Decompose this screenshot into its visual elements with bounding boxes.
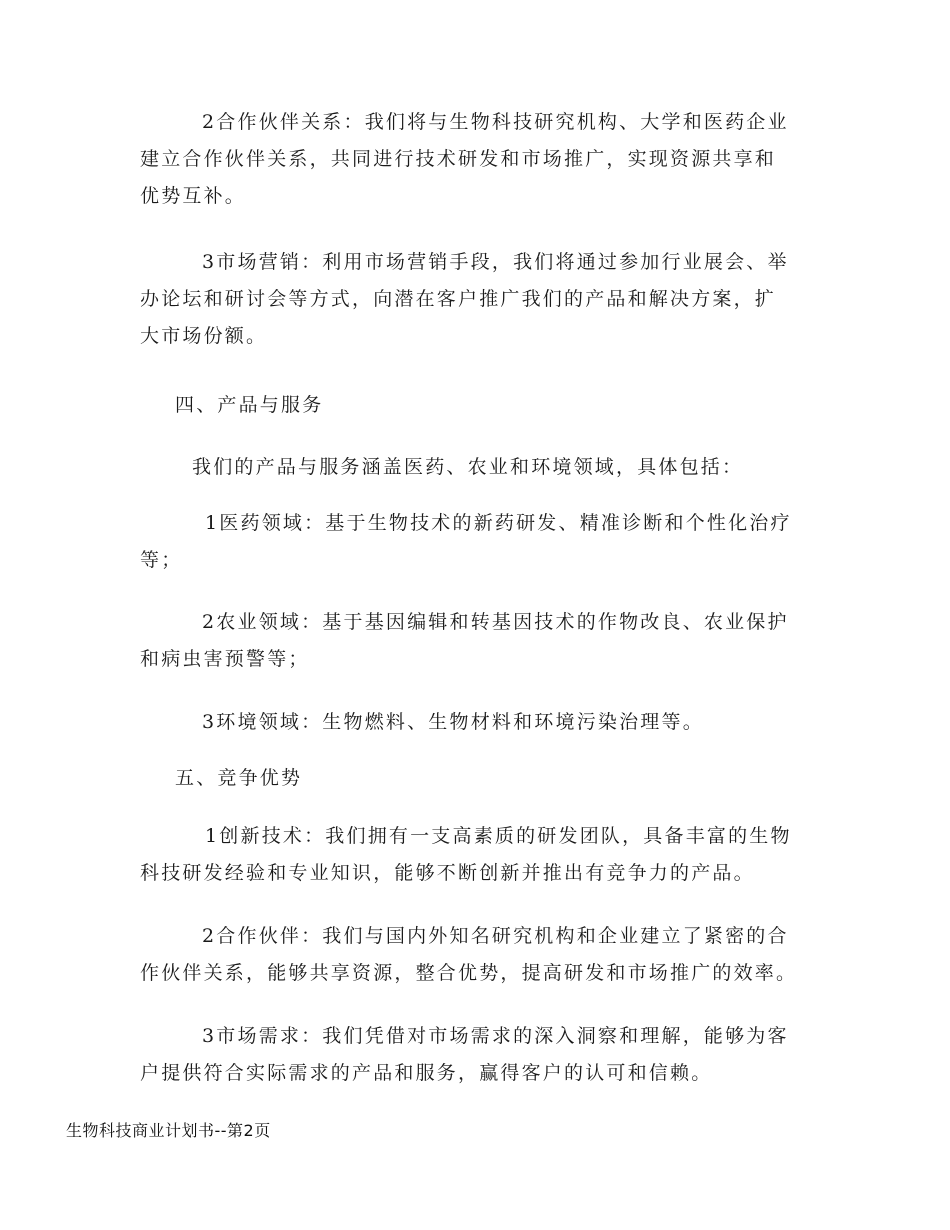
text-line: 作伙伴关系，能够共享资源，整合优势，提高研发和市场推广的效率。 bbox=[140, 962, 798, 984]
paragraph-partners bbox=[140, 918, 800, 992]
paragraph-products-intro bbox=[140, 449, 800, 486]
text-line: 1医药领域：基于生物技术的新药研发、精准诊断和个性化治疗 bbox=[205, 512, 792, 534]
text-line: 2农业领域：基于基因编辑和转基因技术的作物改良、农业保护 bbox=[202, 611, 789, 633]
paragraph-marketing bbox=[140, 244, 800, 355]
paragraph-innovation bbox=[140, 818, 800, 892]
text-line: 2合作伙伴：我们与国内外知名研究机构和企业建立了紧密的合 bbox=[202, 925, 789, 947]
section-heading-advantages bbox=[140, 760, 800, 797]
paragraph-environment bbox=[140, 704, 800, 741]
text-line: 办论坛和研讨会等方式，向潜在客户推广我们的产品和解决方案，扩 bbox=[140, 288, 777, 310]
text-line: 3市场营销：利用市场营销手段，我们将通过参加行业展会、举 bbox=[202, 251, 789, 273]
text-line: 优势互补。 bbox=[140, 185, 247, 207]
text-line: 等； bbox=[140, 549, 183, 571]
text-line: 3环境领域：生物燃料、生物材料和环境污染治理等。 bbox=[202, 711, 704, 733]
text-line: 建立合作伙伴关系，共同进行技术研发和市场推广，实现资源共享和 bbox=[140, 148, 777, 170]
text-line: 我们的产品与服务涵盖医药、农业和环境领域，具体包括： bbox=[192, 456, 744, 478]
text-line: 和病虫害预警等； bbox=[140, 648, 310, 670]
section-heading-products bbox=[140, 387, 800, 424]
text-line: 3市场需求：我们凭借对市场需求的深入洞察和理解，能够为客 bbox=[202, 1025, 789, 1047]
paragraph-medicine bbox=[140, 505, 800, 579]
text-line: 2合作伙伴关系：我们将与生物科技研究机构、大学和医药企业 bbox=[202, 111, 789, 133]
paragraph-market-demand bbox=[140, 1018, 800, 1092]
text-line: 科技研发经验和专业知识，能够不断创新并推出有竞争力的产品。 bbox=[140, 862, 755, 884]
text-line: 大市场份额。 bbox=[140, 325, 268, 347]
text-line: 户提供符合实际需求的产品和服务，赢得客户的认可和信赖。 bbox=[140, 1062, 713, 1084]
paragraph-agriculture bbox=[140, 604, 800, 678]
page-footer: 生物科技商业计划书--第2页 bbox=[66, 1121, 271, 1140]
heading-text: 五、竞争优势 bbox=[175, 767, 303, 789]
text-line: 1创新技术：我们拥有一支高素质的研发团队，具备丰富的生物 bbox=[205, 825, 792, 847]
paragraph-partnership bbox=[140, 104, 800, 215]
heading-text: 四、产品与服务 bbox=[175, 394, 324, 416]
